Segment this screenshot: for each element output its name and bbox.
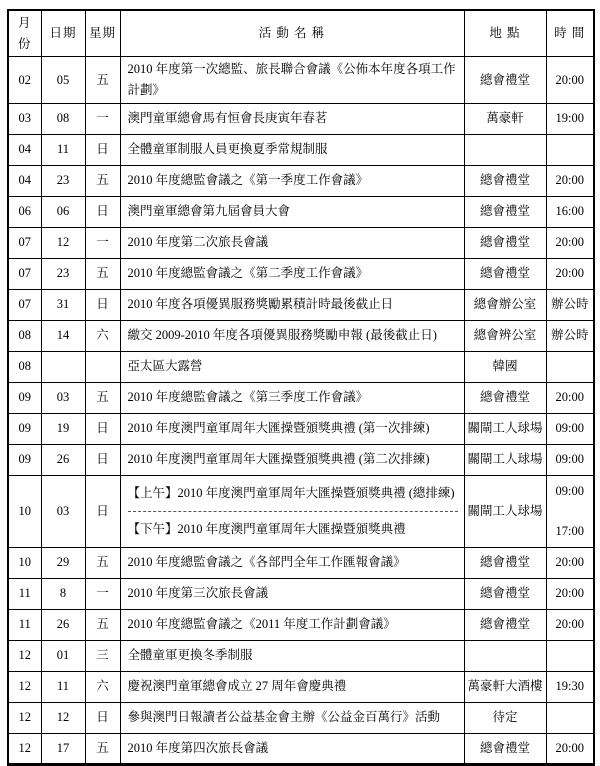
- time-afternoon: 17:00: [555, 524, 584, 539]
- cell-weekday: 日: [85, 475, 120, 547]
- cell-location: 總會禮堂: [464, 258, 546, 289]
- table-row: [8, 547, 594, 578]
- table-row: [8, 227, 594, 258]
- cell-month: 09: [8, 413, 41, 444]
- time-morning: 09:00: [555, 483, 584, 498]
- cell-time: 19:30: [546, 671, 594, 702]
- cell-location: 總會辦公室: [464, 289, 546, 320]
- cell-activity: [120, 475, 464, 547]
- cell-weekday: 六: [85, 320, 120, 351]
- cell-location: 關閘工人球場: [464, 444, 546, 475]
- table-row: [8, 609, 594, 640]
- cell-date: 12: [41, 702, 85, 733]
- header-date: 日期: [41, 10, 85, 57]
- cell-month: 04: [8, 134, 41, 165]
- cell-weekday: 一: [85, 578, 120, 609]
- cell-date: 19: [41, 413, 85, 444]
- cell-month: 09: [8, 444, 41, 475]
- cell-location: 總會禮堂: [464, 227, 546, 258]
- cell-activity: 亞太區大露營: [120, 351, 464, 382]
- table-row: [8, 134, 594, 165]
- table-row: [8, 196, 594, 227]
- cell-location: 總會禮堂: [464, 733, 546, 764]
- cell-weekday: 五: [85, 258, 120, 289]
- cell-time: [546, 702, 594, 733]
- cell-weekday: 一: [85, 227, 120, 258]
- table-row: [8, 258, 594, 289]
- cell-month: 12: [8, 671, 41, 702]
- cell-time: 20:00: [546, 578, 594, 609]
- cell-weekday: 三: [85, 640, 120, 671]
- cell-activity: 2010 年度第三次旅長會議: [120, 578, 464, 609]
- cell-month: 02: [8, 57, 41, 103]
- cell-weekday: 五: [85, 165, 120, 196]
- cell-weekday: 五: [85, 733, 120, 764]
- cell-location: 萬豪軒: [464, 103, 546, 134]
- cell-time: 09:00: [546, 444, 594, 475]
- table-row: [8, 289, 594, 320]
- cell-date: 29: [41, 547, 85, 578]
- cell-month: 07: [8, 289, 41, 320]
- header-month: 月份: [8, 10, 41, 57]
- cell-time: 辦公時: [546, 320, 594, 351]
- cell-location: 關閘工人球場: [464, 413, 546, 444]
- cell-date: [41, 351, 85, 382]
- cell-date: 08: [41, 103, 85, 134]
- cell-time: [546, 475, 594, 547]
- schedule-table: [7, 9, 595, 766]
- cell-date: 23: [41, 165, 85, 196]
- cell-location: 總會禮堂: [464, 196, 546, 227]
- cell-weekday: 五: [85, 609, 120, 640]
- cell-activity: 繳交 2009-2010 年度各項優異服務獎勵申報 (最後截止日): [120, 320, 464, 351]
- cell-location: 關閘工人球場: [464, 475, 546, 547]
- cell-time: 09:00: [546, 413, 594, 444]
- cell-date: 01: [41, 640, 85, 671]
- cell-month: 09: [8, 382, 41, 413]
- cell-activity: 2010 年度總監會議之《第二季度工作會議》: [120, 258, 464, 289]
- cell-month: 11: [8, 609, 41, 640]
- cell-activity: 參與澳門日報讀者公益基金會主辦《公益金百萬行》活動: [120, 702, 464, 733]
- cell-activity: 慶祝澳門童軍總會成立 27 周年會慶典禮: [120, 671, 464, 702]
- cell-weekday: 日: [85, 702, 120, 733]
- cell-weekday: 日: [85, 413, 120, 444]
- table-row: [8, 57, 594, 103]
- cell-date: 31: [41, 289, 85, 320]
- cell-month: 08: [8, 351, 41, 382]
- cell-time: [546, 134, 594, 165]
- cell-date: 03: [41, 382, 85, 413]
- table-row: [8, 671, 594, 702]
- header-row: [8, 10, 594, 57]
- cell-location: 總會禮堂: [464, 609, 546, 640]
- table-row: [8, 578, 594, 609]
- cell-time: 20:00: [546, 227, 594, 258]
- cell-month: 10: [8, 475, 41, 547]
- cell-date: 8: [41, 578, 85, 609]
- cell-date: 03: [41, 475, 85, 547]
- cell-location: 總會禮堂: [464, 382, 546, 413]
- cell-location: 待定: [464, 702, 546, 733]
- cell-weekday: 日: [85, 134, 120, 165]
- table-body: [8, 57, 594, 765]
- cell-month: 12: [8, 702, 41, 733]
- cell-activity: 2010 年度總監會議之《2011 年度工作計劃會議》: [120, 609, 464, 640]
- cell-activity: 全體童軍更換冬季制服: [120, 640, 464, 671]
- cell-activity: 2010 年度第一次總監、旅長聯合會議《公佈本年度各項工作計劃》: [120, 57, 464, 103]
- cell-activity: 2010 年度第四次旅長會議: [120, 733, 464, 764]
- table-row: [8, 640, 594, 671]
- cell-location: [464, 640, 546, 671]
- cell-time: 19:00: [546, 103, 594, 134]
- cell-month: 03: [8, 103, 41, 134]
- cell-weekday: 一: [85, 103, 120, 134]
- cell-location: [464, 134, 546, 165]
- cell-date: 26: [41, 444, 85, 475]
- table-row: [8, 444, 594, 475]
- cell-location: 萬豪軒大酒樓: [464, 671, 546, 702]
- cell-month: 04: [8, 165, 41, 196]
- cell-month: 10: [8, 547, 41, 578]
- activity-morning: 【上午】2010 年度澳門童軍周年大匯操暨頒獎典禮 (總排練): [128, 480, 458, 512]
- cell-weekday: 五: [85, 57, 120, 103]
- cell-date: 12: [41, 227, 85, 258]
- cell-month: 07: [8, 227, 41, 258]
- cell-time: [546, 640, 594, 671]
- cell-activity: 全體童軍制服人員更換夏季常規制服: [120, 134, 464, 165]
- cell-date: 26: [41, 609, 85, 640]
- cell-activity: 2010 年度澳門童軍周年大匯操暨頒獎典禮 (第一次排練): [120, 413, 464, 444]
- cell-activity: 澳門童軍總會馬有恒會長庚寅年春茗: [120, 103, 464, 134]
- cell-weekday: 五: [85, 547, 120, 578]
- header-time: 時 間: [546, 10, 594, 57]
- cell-activity: 2010 年度總監會議之《各部門全年工作匯報會議》: [120, 547, 464, 578]
- cell-location: 總會禮堂: [464, 547, 546, 578]
- cell-location: 韓國: [464, 351, 546, 382]
- cell-date: 17: [41, 733, 85, 764]
- cell-weekday: 五: [85, 382, 120, 413]
- cell-time: 20:00: [546, 57, 594, 103]
- cell-weekday: 日: [85, 444, 120, 475]
- cell-activity: 2010 年度總監會議之《第一季度工作會議》: [120, 165, 464, 196]
- cell-date: 11: [41, 134, 85, 165]
- cell-activity: 2010 年度總監會議之《第三季度工作會議》: [120, 382, 464, 413]
- cell-activity: 2010 年度澳門童軍周年大匯操暨頒獎典禮 (第二次排練): [120, 444, 464, 475]
- cell-time: 16:00: [546, 196, 594, 227]
- table-row: [8, 320, 594, 351]
- cell-weekday: 日: [85, 196, 120, 227]
- cell-time: 20:00: [546, 609, 594, 640]
- activity-afternoon: 【下午】2010 年度澳門童軍周年大匯操暨頒獎典禮: [127, 521, 406, 536]
- table-row: [8, 413, 594, 444]
- cell-time: 辦公時: [546, 289, 594, 320]
- table-header: [8, 10, 594, 57]
- table-row: [8, 382, 594, 413]
- table-row: [8, 702, 594, 733]
- table-row: [8, 103, 594, 134]
- cell-date: 06: [41, 196, 85, 227]
- cell-location: 總會禮堂: [464, 578, 546, 609]
- cell-date: 14: [41, 320, 85, 351]
- table-row: [8, 165, 594, 196]
- cell-time: 20:00: [546, 258, 594, 289]
- cell-month: 07: [8, 258, 41, 289]
- cell-activity: 澳門童軍總會第九屆會員大會: [120, 196, 464, 227]
- cell-time: 20:00: [546, 733, 594, 764]
- cell-weekday: 六: [85, 671, 120, 702]
- cell-weekday: 日: [85, 289, 120, 320]
- cell-date: 11: [41, 671, 85, 702]
- header-activity: 活 動 名 稱: [120, 10, 464, 57]
- cell-month: 11: [8, 578, 41, 609]
- table-row: [8, 475, 594, 547]
- header-location: 地 點: [464, 10, 546, 57]
- cell-activity: 2010 年度各項優異服務獎勵累積計時最後截止日: [120, 289, 464, 320]
- cell-month: 12: [8, 640, 41, 671]
- cell-date: 05: [41, 57, 85, 103]
- cell-weekday: [85, 351, 120, 382]
- table-row: [8, 351, 594, 382]
- header-weekday: 星期: [85, 10, 120, 57]
- cell-month: 06: [8, 196, 41, 227]
- cell-location: 總會禮堂: [464, 57, 546, 103]
- cell-location: 總會禮堂: [464, 165, 546, 196]
- cell-activity: 2010 年度第二次旅長會議: [120, 227, 464, 258]
- cell-month: 12: [8, 733, 41, 764]
- cell-time: 20:00: [546, 165, 594, 196]
- cell-time: [546, 351, 594, 382]
- cell-month: 08: [8, 320, 41, 351]
- cell-time: 20:00: [546, 382, 594, 413]
- cell-time: 20:00: [546, 547, 594, 578]
- cell-date: 23: [41, 258, 85, 289]
- cell-location: 總會辨公室: [464, 320, 546, 351]
- table-row: [8, 733, 594, 764]
